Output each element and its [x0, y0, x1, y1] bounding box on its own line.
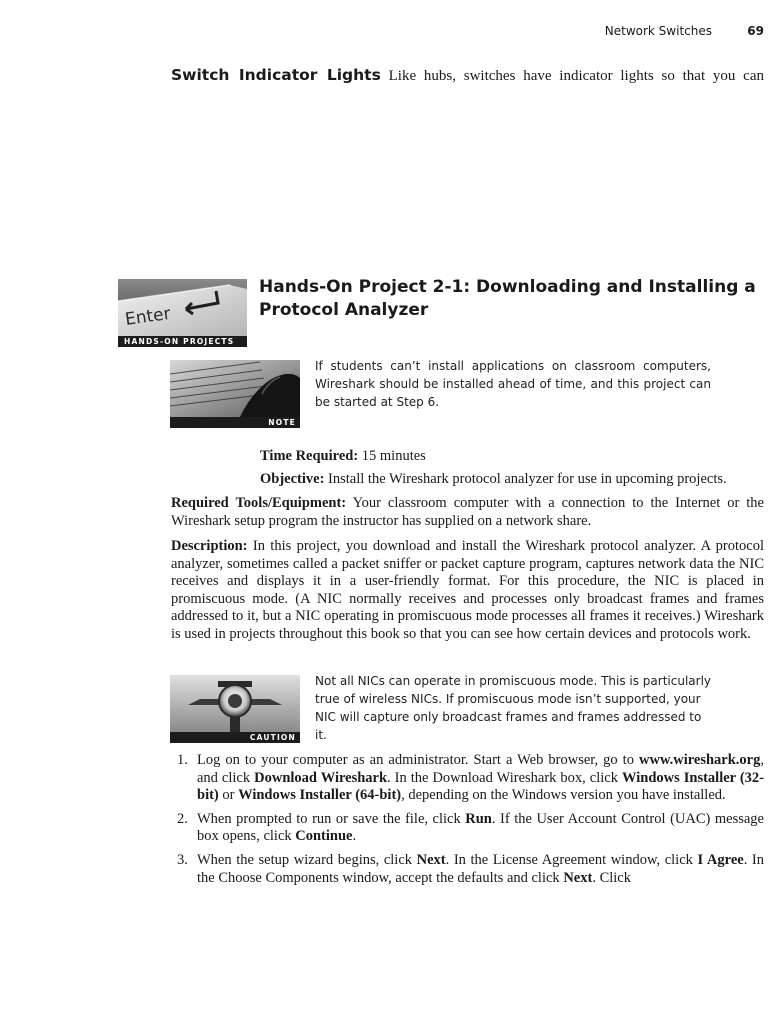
caution-text: Not all NICs can operate in promiscuous mode. This is particularly true of wireless NICs. If promiscuous mode isn’t supported, your NIC will capture only broadcast frames and frames addressed to it. [315, 674, 712, 742]
step-number: 2. [177, 810, 188, 827]
page-number: 69 [747, 24, 764, 38]
warning-light-icon [170, 675, 300, 732]
enter-key-icon [118, 279, 247, 336]
running-header [560, 24, 764, 40]
hands-on-projects-label: HANDS-ON PROJECTS [118, 336, 247, 347]
step-2: 2. When prompted to run or save the file, click Run. If the User Account Control (UAC) message box opens, click Continue. [177, 810, 764, 845]
description-value: In this project, you download and install the Wireshark protocol analyzer. A protocol analyzer, sometimes called a packet sniffer or packet capture program, captures network data the NIC receives and displays it in a user-friendly format. For this procedure, the NIC is placed in promiscuous mode. (A NIC normally receives and processes only broadcast frames and frames addressed to it, but a NIC operating in promiscuous mode processes all frames it receives.) Wireshark is used in projects throughout this book so that you can see how certain devices and protocols work. [171, 538, 764, 642]
enter-key-text: Enter [123, 303, 172, 330]
switch-indicator-text: Like hubs, switches have indicator lights so that you can [388, 68, 764, 84]
required-tools-paragraph [171, 495, 764, 530]
step-1: 1. Log on to your computer as an administrator. Start a Web browser, go to www.wireshark.org, and click Download Wireshark. In the Download Wireshark box, click Windows Installer (32-bit) or Windows Installer (64-bit), depending on the Windows version you have installed. [177, 752, 764, 804]
objective-label: Objective: [260, 471, 325, 487]
hands-on-projects-badge [118, 279, 247, 347]
description-label: Description: [171, 538, 248, 554]
step-number: 1. [177, 752, 188, 768]
time-required-value: 15 minutes [361, 448, 426, 464]
objective-value: Install the Wireshark protocol analyzer for use in upcoming projects. [328, 471, 727, 487]
note-label: NOTE [170, 417, 300, 428]
required-tools-value: Your classroom computer with a connection to the Internet or the Wireshark setup program the instructor has supplied on a network share. [171, 495, 764, 529]
objective [260, 470, 768, 488]
project-title: Hands-On Project 2-1: Downloading and Installing a Protocol Analyzer [259, 277, 756, 320]
description-paragraph [171, 538, 764, 644]
time-required [260, 447, 426, 465]
switch-indicator-heading: Switch Indicator Lights [171, 66, 381, 84]
time-required-label: Time Required: [260, 448, 359, 464]
note-text: If students can’t install applications on classroom computers, Wireshark should be installed ahead of time, and this project can be started at Step 6. [315, 359, 711, 409]
url-text: www.wireshark.org [639, 752, 761, 768]
steps-list [171, 752, 764, 893]
step-number: 3. [177, 851, 188, 868]
step-3: 3. When the setup wizard begins, click Next. In the License Agreement window, click I Agree. In the Choose Components window, accept the defaults and click Next. Click [177, 851, 764, 886]
caution-label: CAUTION [170, 732, 300, 743]
required-tools-label: Required Tools/Equipment: [171, 495, 347, 511]
switch-indicator-paragraph [171, 64, 764, 86]
section-title: Network Switches [604, 24, 712, 38]
caution-badge [170, 675, 300, 743]
keyboard-hand-icon [170, 360, 300, 417]
note-badge [170, 360, 300, 428]
